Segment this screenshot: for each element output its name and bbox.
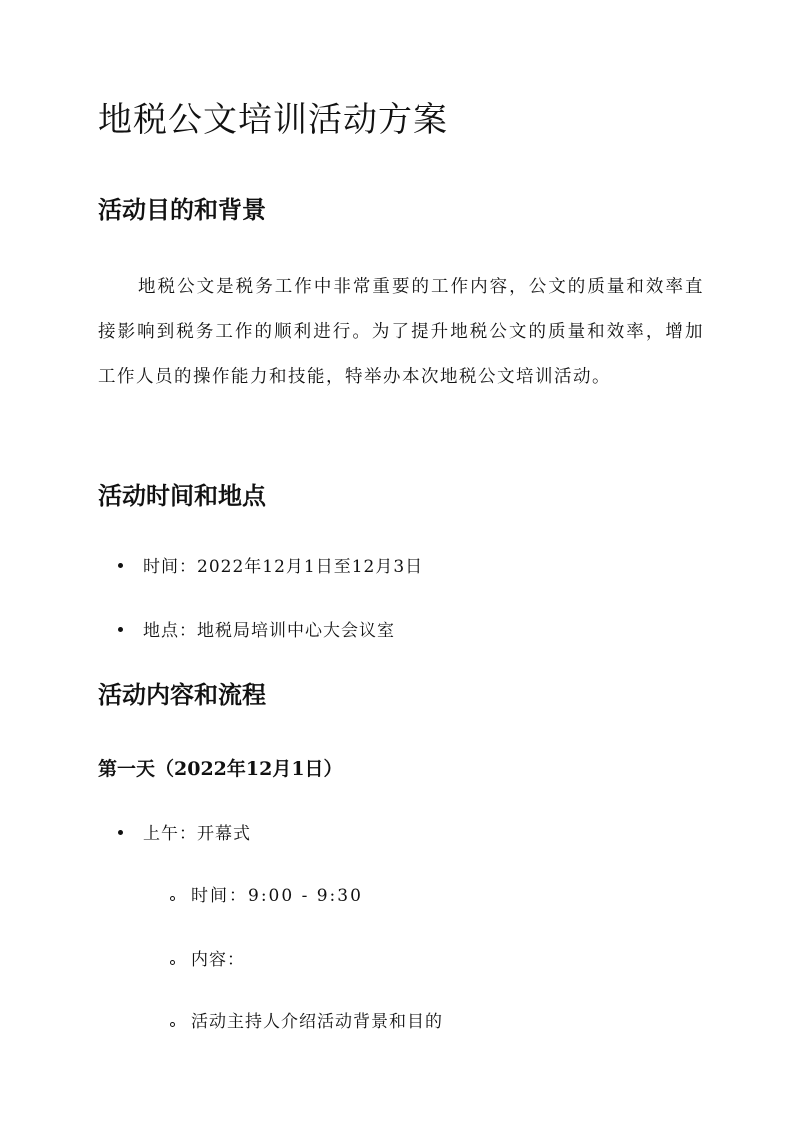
- circle-bullet-icon: [170, 896, 175, 901]
- sub-item-text: 内容：: [191, 950, 245, 970]
- list-item-time: [118, 553, 423, 581]
- bullet-icon: [118, 563, 123, 568]
- day1-heading: 第一天（2022年12月1日）: [98, 758, 343, 780]
- circle-bullet-icon: [170, 960, 175, 965]
- sub-item-host: [170, 1008, 443, 1036]
- list-item-text: 地点：地税局培训中心大会议室: [143, 621, 395, 641]
- list-item-text: 上午：开幕式: [143, 824, 251, 844]
- bullet-icon: [118, 627, 123, 632]
- section-heading-content: 活动内容和流程: [98, 680, 266, 709]
- list-item-place: [118, 617, 395, 645]
- document-title: 地税公文培训活动方案: [98, 100, 448, 140]
- sub-item-content: [170, 946, 245, 974]
- bullet-icon: [118, 830, 123, 835]
- list-item-text: 时间：2022年12月1日至12月3日: [143, 557, 424, 577]
- section-heading-background: 活动目的和背景: [98, 195, 266, 224]
- sub-item-text: 时间：9:00 - 9:30: [191, 886, 363, 906]
- circle-bullet-icon: [170, 1022, 175, 1027]
- list-item-morning: [118, 820, 251, 848]
- sub-item-text: 活动主持人介绍活动背景和目的: [191, 1012, 443, 1032]
- sub-item-time: [170, 882, 363, 910]
- background-paragraph: 地税公文是税务工作中非常重要的工作内容，公文的质量和效率直接影响到税务工作的顺利进行。为了提升地税公文的质量和效率，增加工作人员的操作能力和技能，特举办本次地税公文培训活动。: [98, 277, 704, 387]
- section-heading-time-place: 活动时间和地点: [98, 481, 266, 510]
